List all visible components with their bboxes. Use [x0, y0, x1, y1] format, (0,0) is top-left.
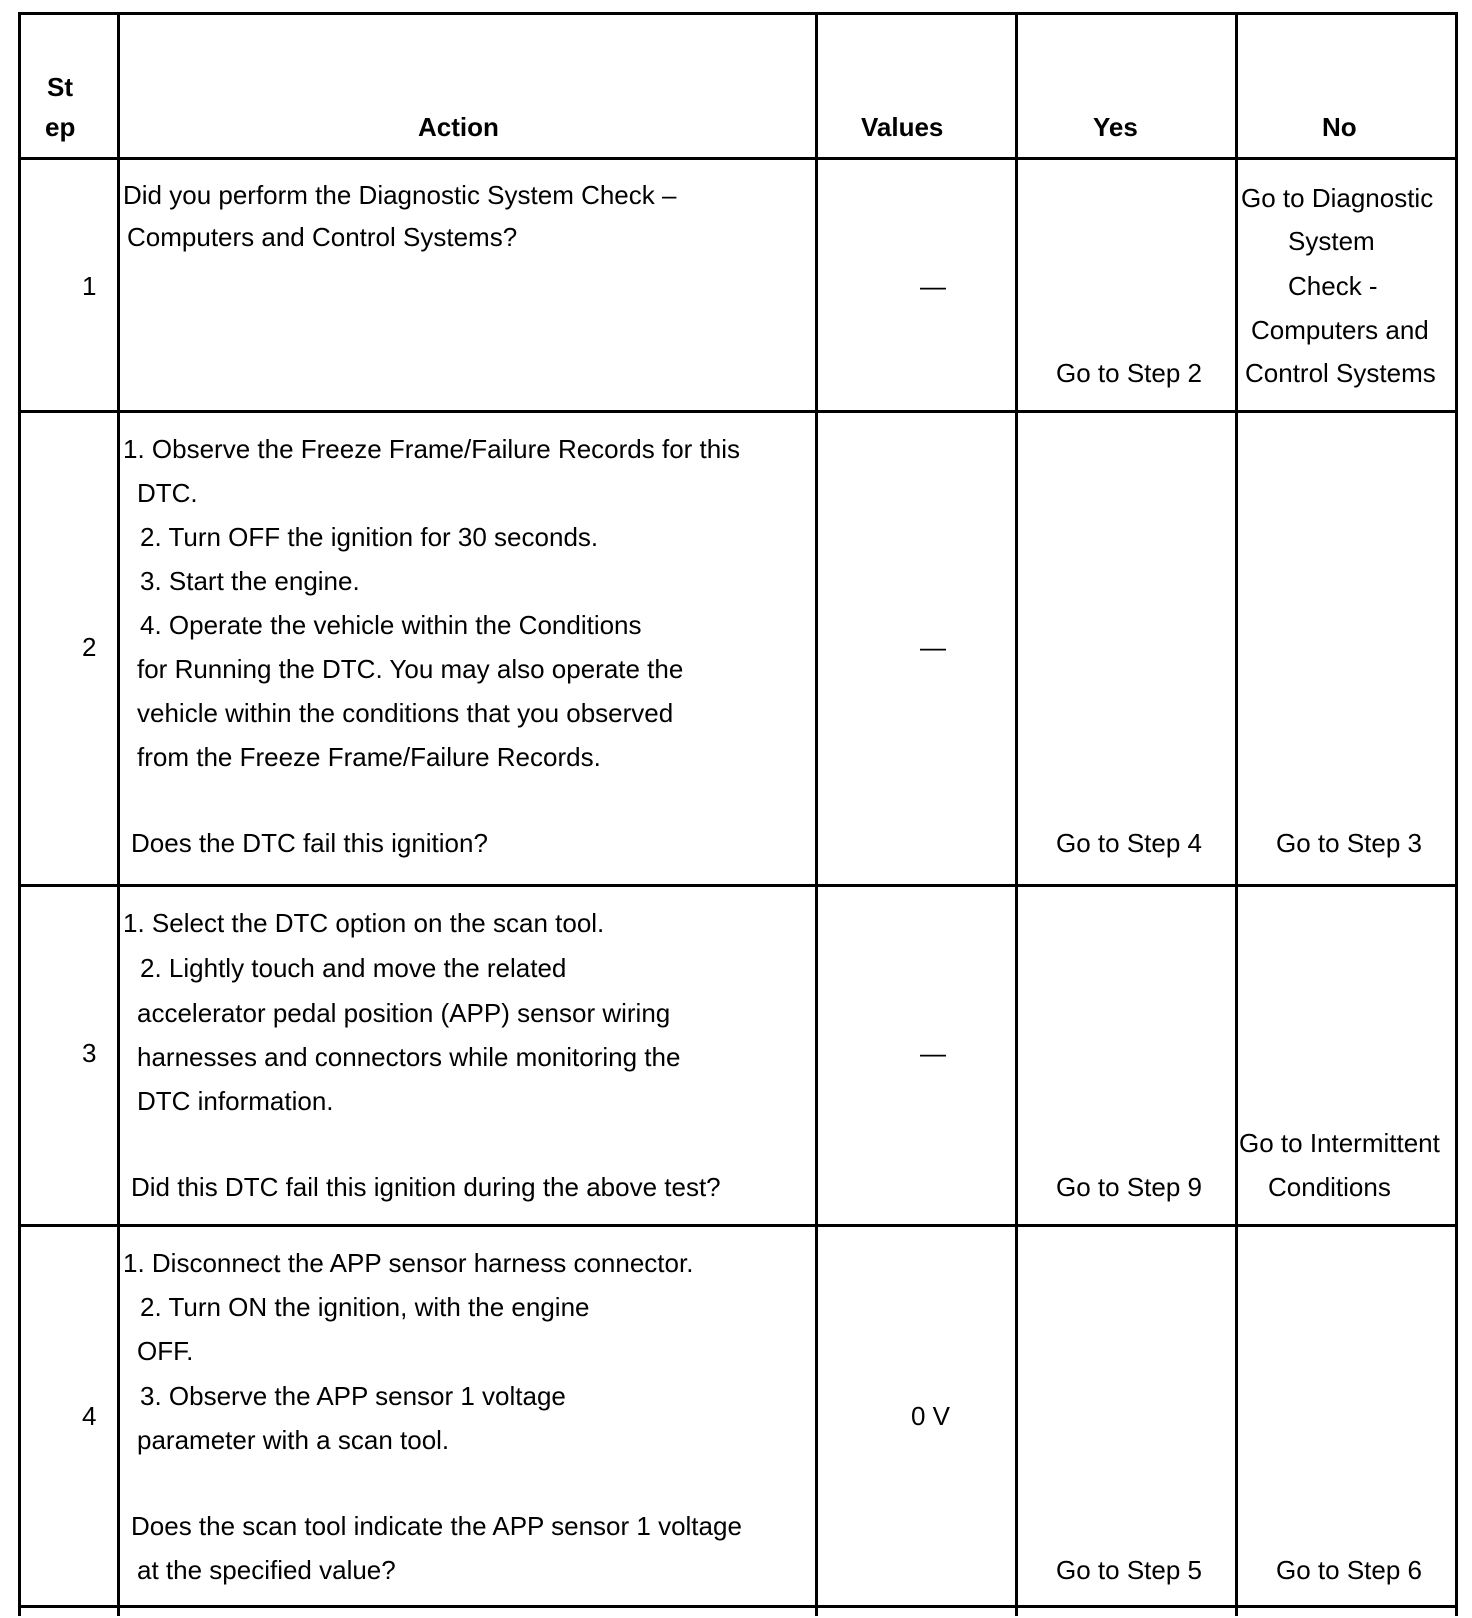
header-step-line2: ep — [45, 112, 76, 142]
header-no: No — [1322, 112, 1357, 142]
grid-line — [1455, 12, 1458, 1616]
grid-line — [18, 884, 1458, 887]
action-line: Did this DTC fail this ignition during the above test? — [131, 1172, 721, 1202]
action-line: Did you perform the Diagnostic System Check – — [123, 180, 677, 210]
no-link-line[interactable]: Go to Step 3 — [1276, 828, 1422, 858]
value-cell: — — [920, 1038, 946, 1068]
no-link-line[interactable]: Computers and — [1251, 315, 1429, 345]
no-link-line[interactable]: Go to Step 6 — [1276, 1555, 1422, 1585]
action-line: harnesses and connectors while monitoring the — [137, 1042, 681, 1072]
action-line: DTC. — [137, 478, 198, 508]
action-line: 1. Observe the Freeze Frame/Failure Records for this — [123, 434, 741, 464]
action-line: from the Freeze Frame/Failure Records. — [137, 742, 601, 772]
yes-link[interactable]: Go to Step 5 — [1056, 1555, 1202, 1585]
step-number: 2 — [82, 632, 97, 662]
header-action: Action — [418, 112, 499, 142]
action-line: OFF. — [137, 1336, 194, 1366]
action-line: accelerator pedal position (APP) sensor wiring — [137, 998, 671, 1028]
yes-link[interactable]: Go to Step 2 — [1056, 358, 1202, 388]
action-line: 1. Select the DTC option on the scan tool. — [123, 908, 605, 938]
action-line: Does the DTC fail this ignition? — [131, 828, 488, 858]
action-line: 4. Operate the vehicle within the Conditions — [140, 610, 642, 640]
step-number: 1 — [82, 271, 97, 301]
grid-line — [18, 1605, 1458, 1608]
no-link-line[interactable]: Check - — [1288, 271, 1378, 301]
action-line: at the specified value? — [137, 1555, 396, 1585]
grid-line — [815, 12, 818, 1616]
value-cell: — — [920, 632, 946, 662]
action-line: 2. Lightly touch and move the related — [140, 953, 567, 983]
grid-line — [1235, 12, 1238, 1616]
yes-link[interactable]: Go to Step 4 — [1056, 828, 1202, 858]
grid-line — [18, 410, 1458, 413]
action-line: 2. Turn ON the ignition, with the engine — [140, 1292, 590, 1322]
no-link-line[interactable]: Go to Diagnostic — [1241, 183, 1434, 213]
grid-line — [1015, 12, 1018, 1616]
grid-line — [117, 12, 120, 1616]
header-yes: Yes — [1093, 112, 1138, 142]
action-line: parameter with a scan tool. — [137, 1425, 450, 1455]
no-link-line[interactable]: Conditions — [1268, 1172, 1391, 1202]
grid-line — [18, 157, 1458, 160]
no-link-line[interactable]: Control Systems — [1245, 358, 1436, 388]
no-link-line[interactable]: Go to Intermittent — [1239, 1128, 1440, 1158]
step-number: 3 — [82, 1038, 97, 1068]
action-line: 1. Disconnect the APP sensor harness connector. — [123, 1248, 694, 1278]
action-line: 3. Observe the APP sensor 1 voltage — [140, 1381, 566, 1411]
action-line: 2. Turn OFF the ignition for 30 seconds. — [140, 522, 599, 552]
grid-line — [18, 1224, 1458, 1227]
grid-line — [18, 12, 21, 1616]
action-line: for Running the DTC. You may also operate the — [137, 654, 684, 684]
step-number: 4 — [82, 1401, 97, 1431]
value-cell: 0 V — [911, 1401, 951, 1431]
header-step-line1: St — [47, 72, 73, 102]
action-line: Does the scan tool indicate the APP sensor 1 voltage — [131, 1511, 742, 1541]
action-line: Computers and Control Systems? — [127, 222, 518, 252]
yes-link[interactable]: Go to Step 9 — [1056, 1172, 1202, 1202]
action-line: DTC information. — [137, 1086, 334, 1116]
no-link-line[interactable]: System — [1288, 226, 1375, 256]
header-values: Values — [861, 112, 944, 142]
grid-line — [18, 12, 1458, 15]
action-line: vehicle within the conditions that you observed — [137, 698, 674, 728]
value-cell: — — [920, 271, 946, 301]
action-line: 3. Start the engine. — [140, 566, 360, 596]
